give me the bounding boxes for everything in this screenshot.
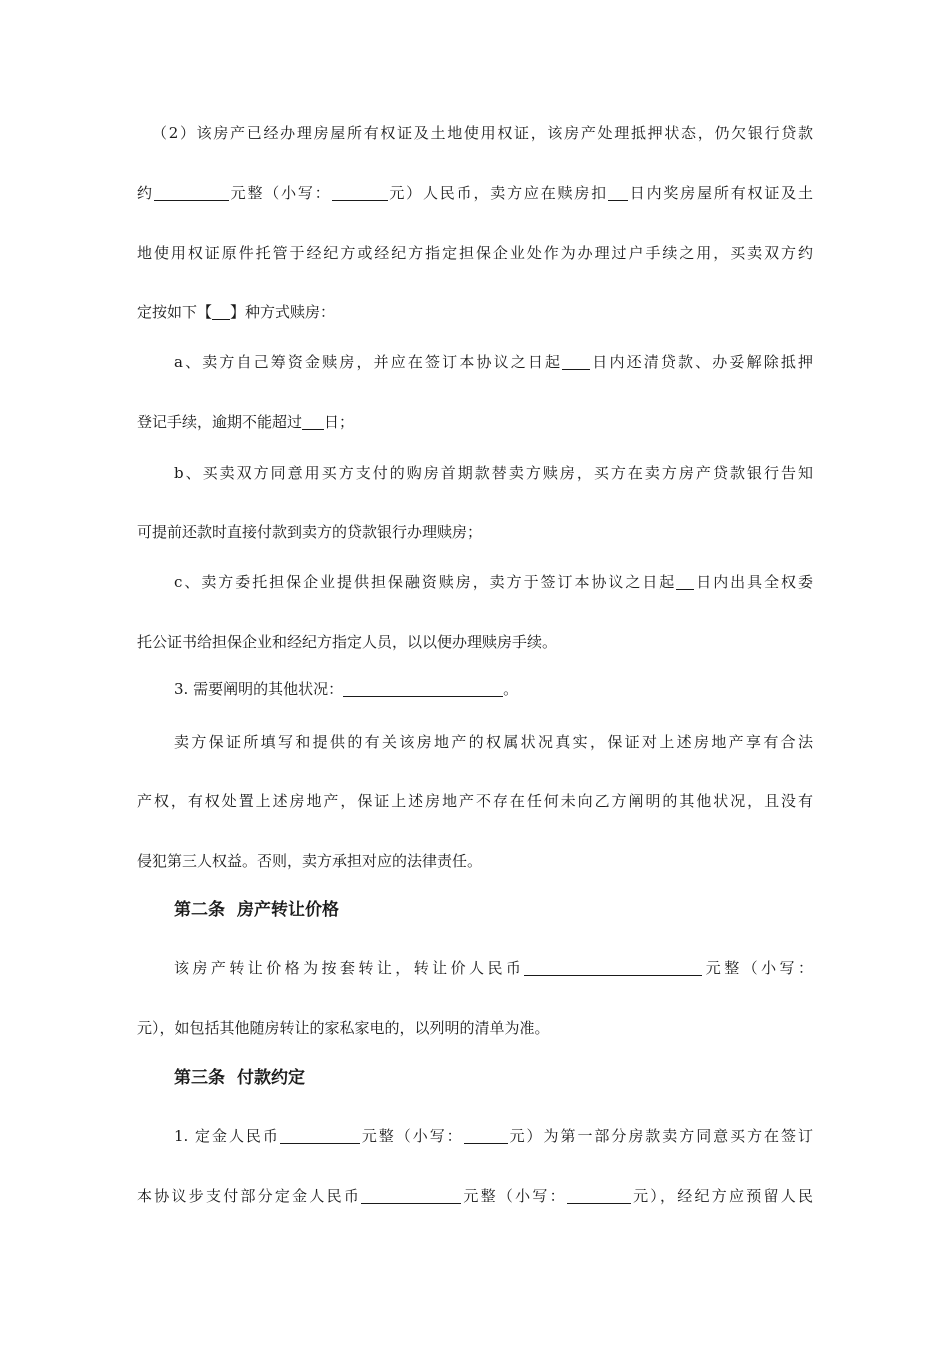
text-run: 元整（小写： bbox=[461, 1187, 567, 1205]
fill-in-blank[interactable] bbox=[154, 184, 229, 201]
paragraph-line bbox=[137, 242, 813, 264]
text-run: b、买卖双方同意用买方支付的购房首期款替卖方赎房，买方在卖方房产贷款银行告知 bbox=[174, 464, 813, 482]
text-run: 元整（小写： bbox=[228, 184, 332, 202]
paragraph-line bbox=[137, 301, 813, 323]
text-run: 3. 需要阐明的其他状况： bbox=[174, 680, 344, 698]
fill-in-blank[interactable] bbox=[280, 1127, 360, 1144]
text-run: 日； bbox=[324, 413, 355, 431]
fill-in-blank[interactable] bbox=[608, 184, 628, 201]
fill-in-blank[interactable] bbox=[332, 184, 388, 201]
paragraph-line bbox=[137, 790, 813, 812]
paragraph-line bbox=[137, 850, 813, 872]
text-run: 日内出具全权委 bbox=[694, 573, 813, 591]
text-run: 元），如包括其他随房转让的家私家电的，以列明的清单为准。 bbox=[137, 1019, 550, 1037]
article-number: 第三条 bbox=[174, 1068, 225, 1088]
text-run: 定按如下【 bbox=[137, 303, 213, 321]
text-run: 1. 定金人民币 bbox=[174, 1127, 280, 1145]
paragraph-line bbox=[137, 182, 813, 204]
article-heading bbox=[174, 1066, 305, 1090]
text-run: 可提前还款时直接付款到卖方的贷款银行办理赎房； bbox=[137, 523, 483, 541]
article-title: 房产转让价格 bbox=[237, 900, 339, 920]
fill-in-blank[interactable] bbox=[567, 1187, 631, 1204]
paragraph-line bbox=[137, 1017, 813, 1039]
text-run: a、卖方自己筹资金赎房，并应在签订本协议之日起 bbox=[174, 353, 563, 371]
text-run: （2）该房产已经办理房屋所有权证及土地使用权证，该房产处理抵押状态，仍欠银行贷款 bbox=[152, 124, 813, 142]
paragraph-line bbox=[174, 571, 813, 593]
paragraph-line bbox=[174, 957, 813, 979]
text-run: 约 bbox=[137, 184, 154, 202]
text-run: 登记手续，逾期不能超过 bbox=[137, 413, 303, 431]
fill-in-blank[interactable] bbox=[212, 303, 230, 320]
paragraph-line bbox=[174, 1125, 813, 1147]
fill-in-blank[interactable] bbox=[302, 413, 324, 430]
fill-in-blank[interactable] bbox=[361, 1187, 461, 1204]
text-run: 该房产转让价格为按套转让，转让价人民币 bbox=[174, 959, 525, 977]
text-run: 产权，有权处置上述房地产，保证上述房地产不存在任何未向乙方阐明的其他状况，且没有 bbox=[137, 792, 813, 810]
paragraph-line bbox=[174, 731, 813, 753]
text-run: 日内奖房屋所有权证及土 bbox=[627, 184, 813, 202]
text-run: 地使用权证原件托管于经纪方或经纪方指定担保企业处作为办理过户手续之用，买卖双方约 bbox=[137, 244, 813, 262]
text-run: 日内还清贷款、办妥解除抵押 bbox=[590, 353, 813, 371]
paragraph-line bbox=[137, 521, 813, 543]
text-run: c、卖方委托担保企业提供担保融资赎房，卖方于签订本协议之日起 bbox=[174, 573, 677, 591]
fill-in-blank[interactable] bbox=[524, 959, 702, 976]
text-run: 托公证书给担保企业和经纪方指定人员，以以便办理赎房手续。 bbox=[137, 633, 558, 651]
text-run: 元）人民币，卖方应在赎房扣 bbox=[387, 184, 608, 202]
text-run: 元）为第一部分房款卖方同意买方在签订 bbox=[507, 1127, 813, 1145]
article-heading bbox=[174, 898, 339, 922]
text-run: 侵犯第三人权益。否则，卖方承担对应的法律责任。 bbox=[137, 852, 483, 870]
article-title: 付款约定 bbox=[237, 1068, 305, 1088]
text-run: 卖方保证所填写和提供的有关该房地产的权属状况真实，保证对上述房地产享有合法 bbox=[174, 733, 813, 751]
text-run: 元），经纪方应预留人民 bbox=[630, 1187, 813, 1205]
text-run: 本协议步支付部分定金人民币 bbox=[137, 1187, 362, 1205]
text-run: 。 bbox=[503, 680, 519, 698]
paragraph-line bbox=[174, 351, 813, 373]
paragraph-line bbox=[137, 1185, 813, 1207]
article-number: 第二条 bbox=[174, 900, 225, 920]
fill-in-blank[interactable] bbox=[343, 680, 503, 697]
paragraph-line bbox=[152, 122, 813, 144]
paragraph-line bbox=[174, 462, 813, 484]
fill-in-blank[interactable] bbox=[676, 573, 694, 590]
text-run: 元整（小写： bbox=[359, 1127, 464, 1145]
paragraph-line bbox=[137, 631, 813, 653]
text-run: 】种方式赎房： bbox=[230, 303, 336, 321]
paragraph-line bbox=[174, 678, 813, 700]
fill-in-blank[interactable] bbox=[562, 353, 590, 370]
text-run: 元整（小写： bbox=[702, 959, 813, 977]
fill-in-blank[interactable] bbox=[464, 1127, 508, 1144]
paragraph-line bbox=[137, 411, 813, 433]
